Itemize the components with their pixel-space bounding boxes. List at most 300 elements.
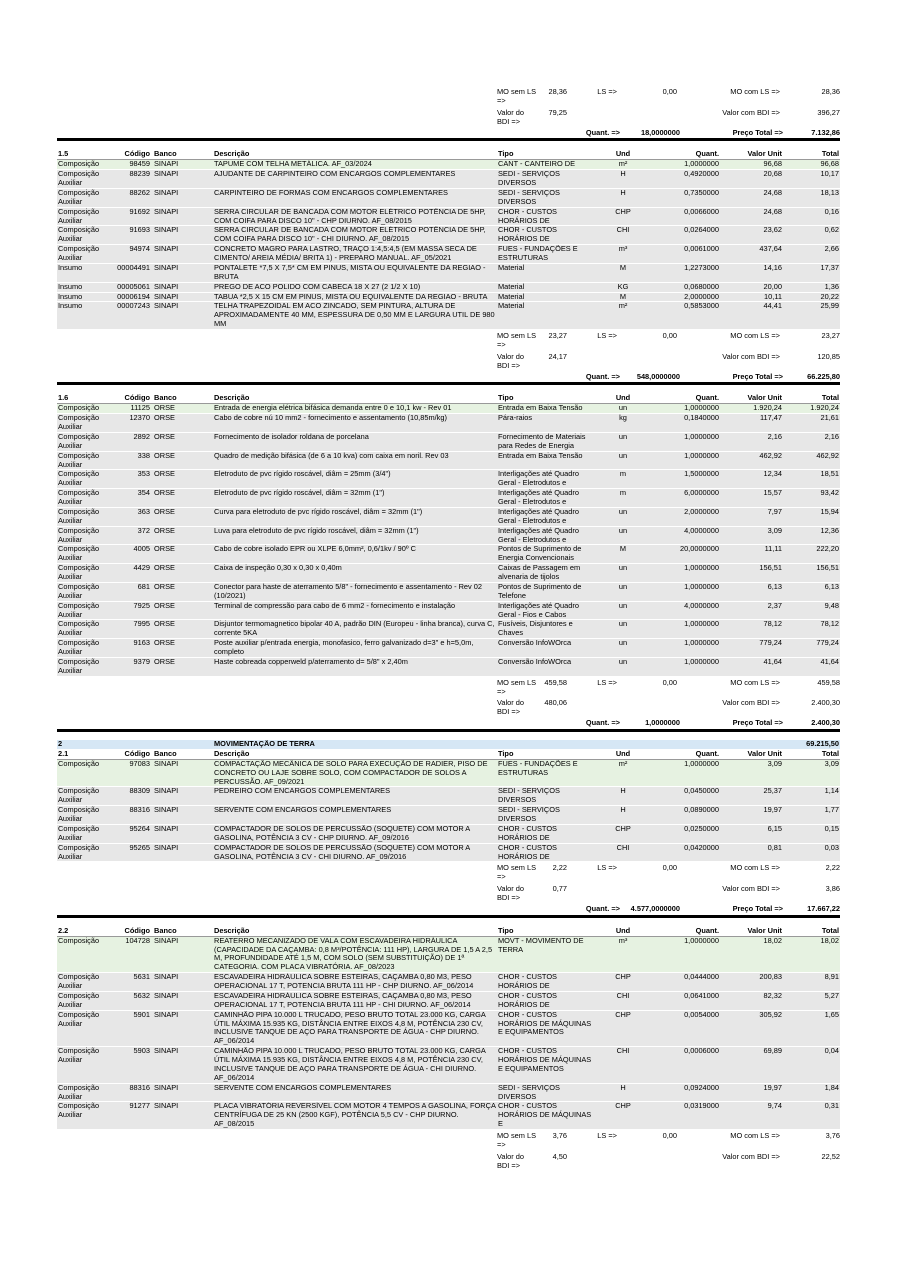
summary-row-bdi [57,885,840,903]
row-type: Composição Auxiliar [58,806,100,823]
row-tipo: Interligações até Quadro Geral - Eletrodutos e [498,489,579,506]
table-row [57,973,840,992]
summary-spacer [617,699,677,717]
quant-label: Quant. => [585,371,620,381]
valor-bdi-label: Valor do BDI => [497,351,524,370]
row-tipo: CHOR - CUSTOS HORÁRIOS DE [498,991,557,1009]
row-tipo: Conversão InfoWOrca [498,657,572,666]
mo-sem-label: MO sem LS => [497,1131,537,1149]
row-tipo: CHOR - CUSTOS HORÁRIOS DE MÁQUINAS E [498,1102,592,1129]
row-tipo: Pára-raios [498,414,533,423]
total-line [57,905,840,914]
table-row [57,470,840,489]
header-tipo: Tipo [498,926,514,935]
header-total: Total [821,394,839,403]
table-row [57,937,840,974]
table-row [57,1011,840,1048]
row-code: 354 [137,489,150,498]
composition-id: 2.1 [58,749,69,758]
row-bank: SINAPI [154,1102,179,1111]
row-tipo: Fusíveis, Disjuntores e Chaves [498,620,573,638]
row-bank: ORSE [154,545,175,554]
row-total: 2,66 [824,245,839,254]
row-quantity: 0,0420000 [684,843,719,852]
row-type: Composição Auxiliar [58,601,100,619]
row-total: 1.920,24 [810,404,839,413]
row-total: 1,14 [824,787,839,796]
row-quantity: 0,5853000 [684,302,719,311]
table-row [57,620,840,639]
valor-bdi-value: 24,17 [548,351,567,361]
row-type: Composição Auxiliar [58,991,100,1009]
row-unit-value: 6,13 [767,582,782,591]
row-bank: ORSE [154,639,175,648]
row-unit: CHP [615,1102,631,1111]
row-bank: SINAPI [154,1047,179,1056]
row-quantity: 0,0924000 [684,1083,719,1092]
row-unit: M [619,292,627,301]
row-type: Composição Auxiliar [58,843,100,861]
row-quantity: 1,0000000 [684,639,719,648]
ls-label: LS => [597,863,617,873]
row-unit-value: 41,64 [763,657,782,666]
row-description: Cabo de cobre nú 10 mm2 - fornecimento e assentamento (10,85m/kg) [214,414,447,423]
row-tipo: SEDI - SERVIÇOS DIVERSOS [498,1083,560,1101]
row-description: COMPACTAÇÃO MECÂNICA DE SOLO PARA EXECUÇÃO DE RADIER, PISO DE CONCRETO OU LAJE SOBRE SOLO, COM COMPACTADOR DE SOLOS A PERCUSSÃO. AF_09/2021 [214,759,488,786]
summary-spacer [567,353,617,371]
row-tipo: MOVT - MOVIMENTO DE TERRA [498,936,584,954]
valor-com-bdi-value: 3,86 [825,884,840,894]
row-total: 779,24 [816,639,839,648]
header-und: Und [615,394,631,403]
valor-com-bdi-value: 396,27 [817,107,840,117]
header-descricao: Descrição [214,749,250,758]
row-total: 25,99 [820,302,839,311]
row-unit-value: 14,16 [763,263,782,272]
row-unit-value: 15,57 [763,489,782,498]
row-code: 7925 [133,601,150,610]
row-type: Composição Auxiliar [58,657,100,675]
row-unit: m [619,489,627,498]
group-spacer [151,740,213,749]
table-row [57,639,840,658]
row-code: 2892 [133,432,150,441]
row-bank: SINAPI [154,936,179,945]
row-unit-value: 25,37 [763,787,782,796]
summary-spacer [57,1153,497,1171]
valor-bdi-label: Valor do BDI => [497,1151,524,1170]
row-type: Composição Auxiliar [58,1102,100,1120]
row-bank: SINAPI [154,292,179,301]
summary-row-bdi [57,109,840,127]
row-description: Caixa de inspeção 0,30 x 0,30 x 0,40m [214,564,342,573]
mo-sem-value: 2,22 [552,863,567,873]
header-codigo: Código [124,926,150,935]
valor-com-bdi-value: 2.400,30 [811,698,840,708]
table-row [57,283,840,293]
row-description: PONTALETE *7,5 X 7,5* CM EM PINUS, MISTA OU EQUIVALENTE DA REGIAO - BRUTA [214,263,486,281]
row-type: Composição Auxiliar [58,526,100,544]
total-line [57,129,840,138]
row-type: Composição Auxiliar [58,824,100,842]
row-unit-value: 156,51 [759,564,782,573]
row-type: Insumo [58,263,83,272]
row-description: Quadro de medição bifásica (de 6 a 10 kva) com caixa em noril. Rev 03 [214,451,449,460]
section-gap [57,732,840,740]
row-unit: m³ [618,936,628,945]
header-valor-unit: Valor Unit [747,150,782,159]
row-type: Composição Auxiliar [58,207,100,225]
row-unit-value: 78,12 [763,620,782,629]
row-bank: SINAPI [154,973,179,982]
row-type: Composição Auxiliar [58,226,100,244]
row-code: 88262 [129,188,150,197]
row-description: COMPACTADOR DE SOLOS DE PERCUSSÃO (SOQUETE) COM MOTOR A GASOLINA, POTÊNCIA 3 CV - CHP DIURNO. AF_09/2016 [214,824,470,842]
row-unit-value: 1.920,24 [753,404,782,413]
row-type: Composição Auxiliar [58,245,100,262]
quant-value: 18,0000000 [640,127,680,137]
summary-row-mo [57,679,840,697]
row-unit-value: 0,81 [767,843,782,852]
row-code: 98459 [129,160,150,169]
row-total: 0,15 [824,824,839,833]
mo-sem-value: 459,58 [544,677,567,687]
budget-sheet [57,86,840,1171]
row-type: Composição Auxiliar [58,639,100,656]
composition-header [57,749,840,760]
row-unit-value: 24,68 [763,207,782,216]
row-code: 9379 [133,657,150,666]
header-codigo: Código [124,150,150,159]
summary-spacer [57,1132,497,1150]
valor-bdi-value: 480,06 [544,698,567,708]
row-unit: CHP [615,1010,631,1019]
row-code: 95264 [129,824,150,833]
row-tipo: SEDI - SERVIÇOS DIVERSOS [498,806,560,823]
row-description: Poste auxiliar p/entrada energia, monofasico, ferro galvanizado d=3" e h=5,0m, completo [214,639,474,656]
row-total: 41,64 [820,657,839,666]
quant-label: Quant. => [585,903,620,913]
row-unit-value: 82,32 [763,991,782,1000]
row-description: Eletroduto de pvc rígido roscável, diâm = 32mm (1") [214,489,385,498]
row-bank: SINAPI [154,160,179,169]
row-code: 91692 [129,207,150,216]
row-type: Composição [58,759,100,768]
table-row [57,414,840,433]
row-type: Composição Auxiliar [58,507,100,525]
row-type: Insumo [58,282,83,291]
row-quantity: 1,0000000 [684,582,719,591]
row-quantity: 1,0000000 [684,432,719,441]
row-unit: m [619,470,627,479]
row-code: 91693 [129,226,150,235]
row-quantity: 1,0000000 [684,759,719,768]
row-unit-value: 200,83 [759,973,782,982]
row-bank: ORSE [154,432,175,441]
row-unit: KG [617,282,629,291]
row-tipo: Fornecimento de Materiais para Redes de Energia [498,432,586,450]
section-gap [57,918,840,926]
table-row [57,583,840,602]
mo-sem-label: MO sem LS => [497,87,537,105]
row-type: Composição [58,936,100,945]
composition-id: 2.2 [58,926,69,935]
header-valor-unit: Valor Unit [747,749,782,758]
row-quantity: 1,0000000 [684,404,719,413]
table-row [57,452,840,471]
row-type: Insumo [58,292,83,301]
mo-com-value: 28,36 [821,87,840,96]
row-total: 156,51 [816,564,839,573]
summary-spacer [617,1153,677,1171]
row-quantity: 1,0000000 [684,936,719,945]
row-quantity: 1,0000000 [684,620,719,629]
row-description: SERRA CIRCULAR DE BANCADA COM MOTOR ELÉTRICO POTÊNCIA DE 5HP, COM COIFA PARA DISCO 10" - CHP DIURNO. AF_08/2015 [214,207,486,225]
composition-summary [57,330,840,385]
row-unit-value: 11,11 [764,545,782,554]
header-descricao: Descrição [214,394,250,403]
row-unit: M [619,263,627,272]
row-total: 96,68 [820,160,839,169]
row-code: 00005061 [117,282,150,291]
header-valor-unit: Valor Unit [747,926,782,935]
row-unit: m² [618,302,628,311]
ls-label: LS => [597,677,617,687]
row-description: Haste cobreada copperweld p/aterramento d= 5/8" x 2,40m [214,657,408,666]
row-type: Composição Auxiliar [58,1010,100,1028]
composition-section [57,740,840,862]
row-type: Composição Auxiliar [58,188,100,206]
mo-sem-label: MO sem LS => [497,677,537,696]
header-codigo: Código [124,749,150,758]
row-unit-value: 305,92 [759,1010,782,1019]
preco-total-label: Preço Total => [732,903,783,913]
valor-com-bdi-label: Valor com BDI => [722,1151,780,1161]
row-unit-value: 23,62 [763,226,782,235]
row-quantity: 0,4920000 [684,170,719,179]
row-total: 18,51 [820,470,839,479]
row-tipo: Entrada em Baixa Tensão [498,404,583,413]
row-tipo: CANT - CANTEIRO DE [498,160,576,169]
table-row [57,433,840,452]
row-bank: ORSE [154,414,175,423]
table-row [57,160,840,170]
row-bank: SINAPI [154,824,179,833]
row-bank: SINAPI [154,245,179,254]
row-type: Composição Auxiliar [58,564,100,581]
table-row [57,787,840,806]
mo-sem-label: MO sem LS => [497,863,537,882]
row-tipo: Pontos de Suprimento de Telefone [498,582,582,600]
composition-header [57,926,840,937]
ls-value: 0,00 [662,677,677,687]
row-total: 5,27 [824,991,839,1000]
summary-row-mo [57,332,840,350]
row-code: 5632 [133,991,150,1000]
row-tipo: Interligações até Quadro Geral - Eletrodutos e [498,526,579,544]
row-bank: ORSE [154,564,175,573]
row-quantity: 1,5000000 [684,470,719,479]
table-row [57,489,840,508]
mo-sem-value: 23,27 [548,331,567,340]
row-tipo: FUES - FUNDAÇÕES E ESTRUTURAS [498,759,578,777]
mo-com-value: 2,22 [825,863,840,873]
summary-row-mo [57,88,840,106]
row-total: 462,92 [816,451,839,460]
row-type: Composição Auxiliar [58,451,100,469]
row-code: 353 [137,470,150,479]
row-unit-value: 19,97 [763,1083,782,1092]
summary-row-bdi [57,1153,840,1171]
row-unit: CHP [615,824,631,833]
row-code: 88316 [129,1083,150,1092]
section-gap [57,385,840,393]
composition-summary [57,862,840,917]
row-tipo: Material [498,282,525,291]
quant-label: Quant. => [585,127,620,137]
row-type: Insumo [58,302,83,311]
row-bank: ORSE [154,601,175,610]
header-descricao: Descrição [214,150,250,159]
row-tipo: Caixas de Passagem em alvenaria de tijolos [498,564,581,581]
row-quantity: 0,0641000 [684,991,719,1000]
row-unit-value: 10,11 [764,292,782,301]
row-tipo: CHOR - CUSTOS HORÁRIOS DE [498,207,557,225]
row-tipo: FUES - FUNDAÇÕES E ESTRUTURAS [498,245,578,262]
row-type: Composição Auxiliar [58,973,100,990]
row-code: 681 [137,582,150,591]
row-type: Composição Auxiliar [58,432,100,450]
row-tipo: Material [498,292,525,301]
row-unit-value: 3,09 [767,759,782,768]
valor-com-bdi-label: Valor com BDI => [722,698,780,708]
row-code: 5631 [133,973,150,982]
table-row [57,508,840,527]
row-unit: H [620,806,626,815]
row-quantity: 1,0000000 [684,564,719,573]
header-total: Total [821,926,839,935]
summary-spacer [57,109,497,127]
row-description: SERVENTE COM ENCARGOS COMPLEMENTARES [214,806,392,815]
ls-value: 0,00 [662,87,677,96]
mo-com-label: MO com LS => [730,1131,780,1140]
row-bank: ORSE [154,470,175,479]
header-quant: Quant. [695,926,719,935]
row-bank: SINAPI [154,282,179,291]
row-unit: H [620,188,626,197]
row-unit: un [618,657,628,666]
row-total: 9,48 [824,601,839,610]
header-total: Total [821,150,839,159]
quant-label: Quant. => [585,718,620,728]
row-description: Conector para haste de aterramento 5/8" - fornecimento e assentamento - Rev 02 (10/2021) [214,582,483,600]
row-total: 8,91 [824,973,839,982]
row-type: Composição Auxiliar [58,787,100,805]
summary-spacer [57,353,497,371]
row-code: 12370 [129,414,150,423]
row-code: 5903 [133,1047,150,1056]
mo-com-label: MO com LS => [730,677,780,687]
composition-section [57,926,840,1130]
table-row [57,302,840,330]
row-unit: un [618,601,628,610]
header-valor-unit: Valor Unit [747,394,782,403]
header-banco: Banco [154,394,177,403]
header-tipo: Tipo [498,394,514,403]
header-und: Und [615,926,631,935]
row-total: 20,22 [820,292,839,301]
row-unit: un [618,451,628,460]
header-quant: Quant. [695,150,719,159]
row-code: 94974 [129,245,150,254]
row-unit: un [618,564,628,573]
row-unit: m³ [618,245,628,254]
row-quantity: 0,0061000 [684,245,719,254]
row-bank: ORSE [154,489,175,498]
ls-value: 0,00 [662,331,677,340]
row-description: ESCAVADEIRA HIDRÁULICA SOBRE ESTEIRAS, CAÇAMBA 0,80 M3, PESO OPERACIONAL 17 T, POTENCIA BRUTA 111 HP - CHI DIURNO. AF_06/2014 [214,991,472,1009]
summary-spacer [57,88,497,106]
row-description: TELHA TRAPEZOIDAL EM ACO ZINCADO, SEM PINTURA, ALTURA DE APROXIMADAMENTE 40 MM, ESPESSURA DE 0,50 MM E LARGURA UTIL DE 980 MM [214,302,495,329]
row-type: Composição [58,160,100,169]
summary-spacer [617,353,677,371]
row-quantity: 0,1840000 [684,414,719,423]
row-bank: SINAPI [154,787,179,796]
group-spacer [115,740,151,749]
row-unit-value: 20,68 [763,170,782,179]
quant-value: 1,0000000 [645,718,680,728]
table-row [57,602,840,621]
row-unit: un [618,507,628,516]
row-unit-value: 2,16 [767,432,782,441]
group-spacer [653,740,720,749]
preco-total-label: Preço Total => [732,718,783,728]
summary-spacer [617,885,677,903]
valor-com-bdi-label: Valor com BDI => [722,107,780,117]
composition-summary [57,677,840,732]
row-code: 104728 [125,936,150,945]
row-description: CAMINHÃO PIPA 10.000 L TRUCADO, PESO BRUTO TOTAL 23.000 KG, CARGA ÚTIL MÁXIMA 15.935 KG, DISTÂNCIA ENTRE EIXOS 4,8 M, POTÊNCIA 230 CV, INCLUSIVE TANQUE DE AÇO PARA TRANSPORTE DE ÁGUA - CHI DIURNO. AF_06/2014 [214,1047,486,1082]
row-quantity: 0,0444000 [684,973,719,982]
row-description: PLACA VIBRATÓRIA REVERSÍVEL COM MOTOR 4 TEMPOS A GASOLINA, FORÇA CENTRÍFUGA DE 25 KN (2500 KGF), POTÊNCIA 5,5 CV - CHP DIURNO. AF_08/2015 [214,1102,496,1129]
row-unit-value: 462,92 [759,451,782,460]
row-bank: SINAPI [154,188,179,197]
row-unit-value: 12,34 [763,470,782,479]
row-unit-value: 20,00 [763,282,782,291]
row-total: 6,13 [824,582,839,591]
group-number: 2 [58,740,63,748]
row-description: Fornecimento de isolador roldana de porcelana [214,432,369,441]
row-quantity: 1,0000000 [684,160,719,169]
row-total: 1,77 [824,806,839,815]
row-unit: un [618,526,628,535]
mo-com-value: 23,27 [821,331,840,340]
row-total: 1,36 [824,282,839,291]
row-quantity: 0,0890000 [684,806,719,815]
row-description: Entrada de energia elétrica bifásica demanda entre 0 e 10,1 kw - Rev 01 [214,404,452,413]
row-description: TABUA *2,5 X 15 CM EM PINUS, MISTA OU EQUIVALENTE DA REGIAO - BRUTA [214,292,488,301]
row-total: 1,65 [824,1010,839,1019]
row-description: Cabo de cobre isolado EPR ou XLPE 6,0mm², 0,6/1kv / 90º C [214,545,416,554]
row-quantity: 2,0000000 [684,507,719,516]
row-total: 21,61 [820,414,839,423]
valor-com-bdi-label: Valor com BDI => [722,351,780,361]
row-description: PEDREIRO COM ENCARGOS COMPLEMENTARES [214,787,391,796]
row-quantity: 0,0450000 [684,787,719,796]
row-code: 00004491 [117,263,150,272]
row-code: 5901 [133,1010,150,1019]
summary-row-bdi [57,699,840,717]
